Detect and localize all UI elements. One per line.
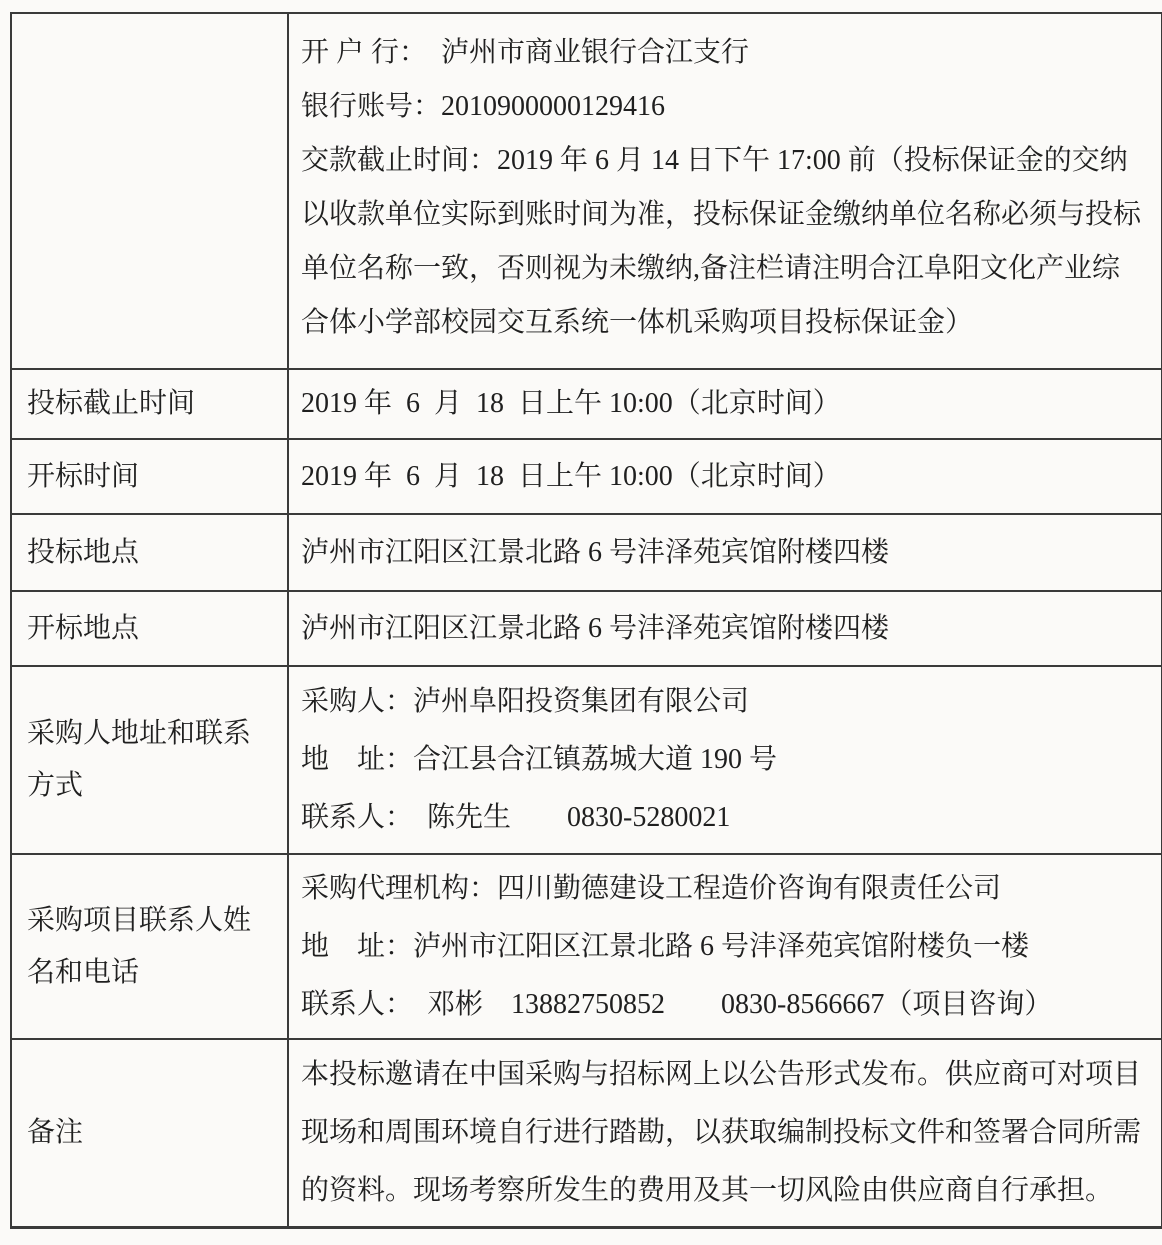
row-label-cell	[12, 667, 289, 853]
row-label-cell	[12, 14, 289, 368]
row-label-cell	[12, 515, 289, 590]
purchaser-name-line: 采购人：泸州阜阳投资集团有限公司	[301, 686, 750, 717]
bid-opening-time-row	[12, 438, 1161, 513]
row-label: 投标地点	[27, 536, 140, 568]
row-value-cell	[289, 592, 1161, 665]
deposit-note-line-2: 单位名称一致，否则视为未缴纳,备注栏请注明合江阜阳文化产业综	[301, 253, 1121, 284]
deposit-note-line-1: 以收款单位实际到账时间为准，投标保证金缴纳单位名称必须与投标	[301, 199, 1142, 230]
row-label-cell	[12, 592, 289, 665]
remark-line-2: 现场和周围环境自行进行踏勘，以获取编制投标文件和签署合同所需	[301, 1117, 1142, 1148]
row-value-cell	[289, 14, 1161, 368]
remark-line-1: 本投标邀请在中国采购与招标网上以公告形式发布。供应商可对项目	[301, 1059, 1142, 1090]
agency-contact-line: 联系人： 邓彬 13882750852 0830-8566667（项目咨询）	[301, 988, 1053, 1020]
bank-account-line: 银行账号：2010900000129416	[301, 91, 666, 122]
opening-place-value: 泸州市江阳区江景北路 6 号沣泽苑宾馆附楼四楼	[301, 612, 890, 644]
bid-deadline-value: 2019 年 6 月 18 日上午 10:00（北京时间）	[301, 388, 841, 419]
agency-name-line: 采购代理机构：四川勤德建设工程造价咨询有限责任公司	[301, 872, 1002, 904]
row-value-cell	[289, 515, 1161, 590]
row-label: 备注	[27, 1117, 84, 1148]
row-value-cell	[289, 370, 1161, 438]
bid-place-value: 泸州市江阳区江景北路 6 号沣泽苑宾馆附楼四楼	[301, 536, 890, 568]
row-value-cell	[289, 667, 1161, 853]
row-label: 采购项目联系人姓名和电话	[27, 904, 252, 988]
bid-info-table	[10, 12, 1162, 1229]
row-label: 投标截止时间	[27, 388, 196, 419]
deposit-note-line-3: 合体小学部校园交互系统一体机采购项目投标保证金）	[301, 307, 974, 338]
row-label-cell	[12, 370, 289, 438]
row-label-cell	[12, 1040, 289, 1226]
row-label-cell	[12, 440, 289, 513]
agency-contact-row	[12, 853, 1161, 1038]
purchaser-address-line: 地 址：合江县合江镇荔城大道 190 号	[301, 744, 778, 775]
opening-time-value: 2019 年 6 月 18 日上午 10:00（北京时间）	[301, 460, 841, 492]
bid-opening-place-row	[12, 590, 1161, 665]
row-value-cell	[289, 1040, 1161, 1226]
remarks-row	[12, 1038, 1161, 1226]
row-value-cell	[289, 440, 1161, 513]
row-label: 开标时间	[27, 460, 140, 492]
bid-submission-deadline-row	[12, 368, 1161, 438]
row-label-cell	[12, 855, 289, 1038]
bid-submission-place-row	[12, 513, 1161, 590]
agency-address-line: 地 址：泸州市江阳区江景北路 6 号沣泽苑宾馆附楼负一楼	[301, 930, 1030, 962]
remark-line-3: 的资料。现场考察所发生的费用及其一切风险由供应商自行承担。	[301, 1175, 1114, 1206]
row-value-cell	[289, 855, 1161, 1038]
bank-branch-line: 开 户 行： 泸州市商业银行合江支行	[301, 37, 750, 68]
payment-deadline-line: 交款截止时间：2019 年 6 月 14 日下午 17:00 前（投标保证金的交纳	[301, 145, 1128, 176]
deposit-bank-info-row	[12, 14, 1161, 368]
purchaser-contact-line: 联系人： 陈先生 0830-5280021	[301, 802, 731, 833]
purchaser-contact-row	[12, 665, 1161, 853]
row-label: 开标地点	[27, 612, 140, 644]
row-label: 采购人地址和联系方式	[27, 718, 252, 801]
